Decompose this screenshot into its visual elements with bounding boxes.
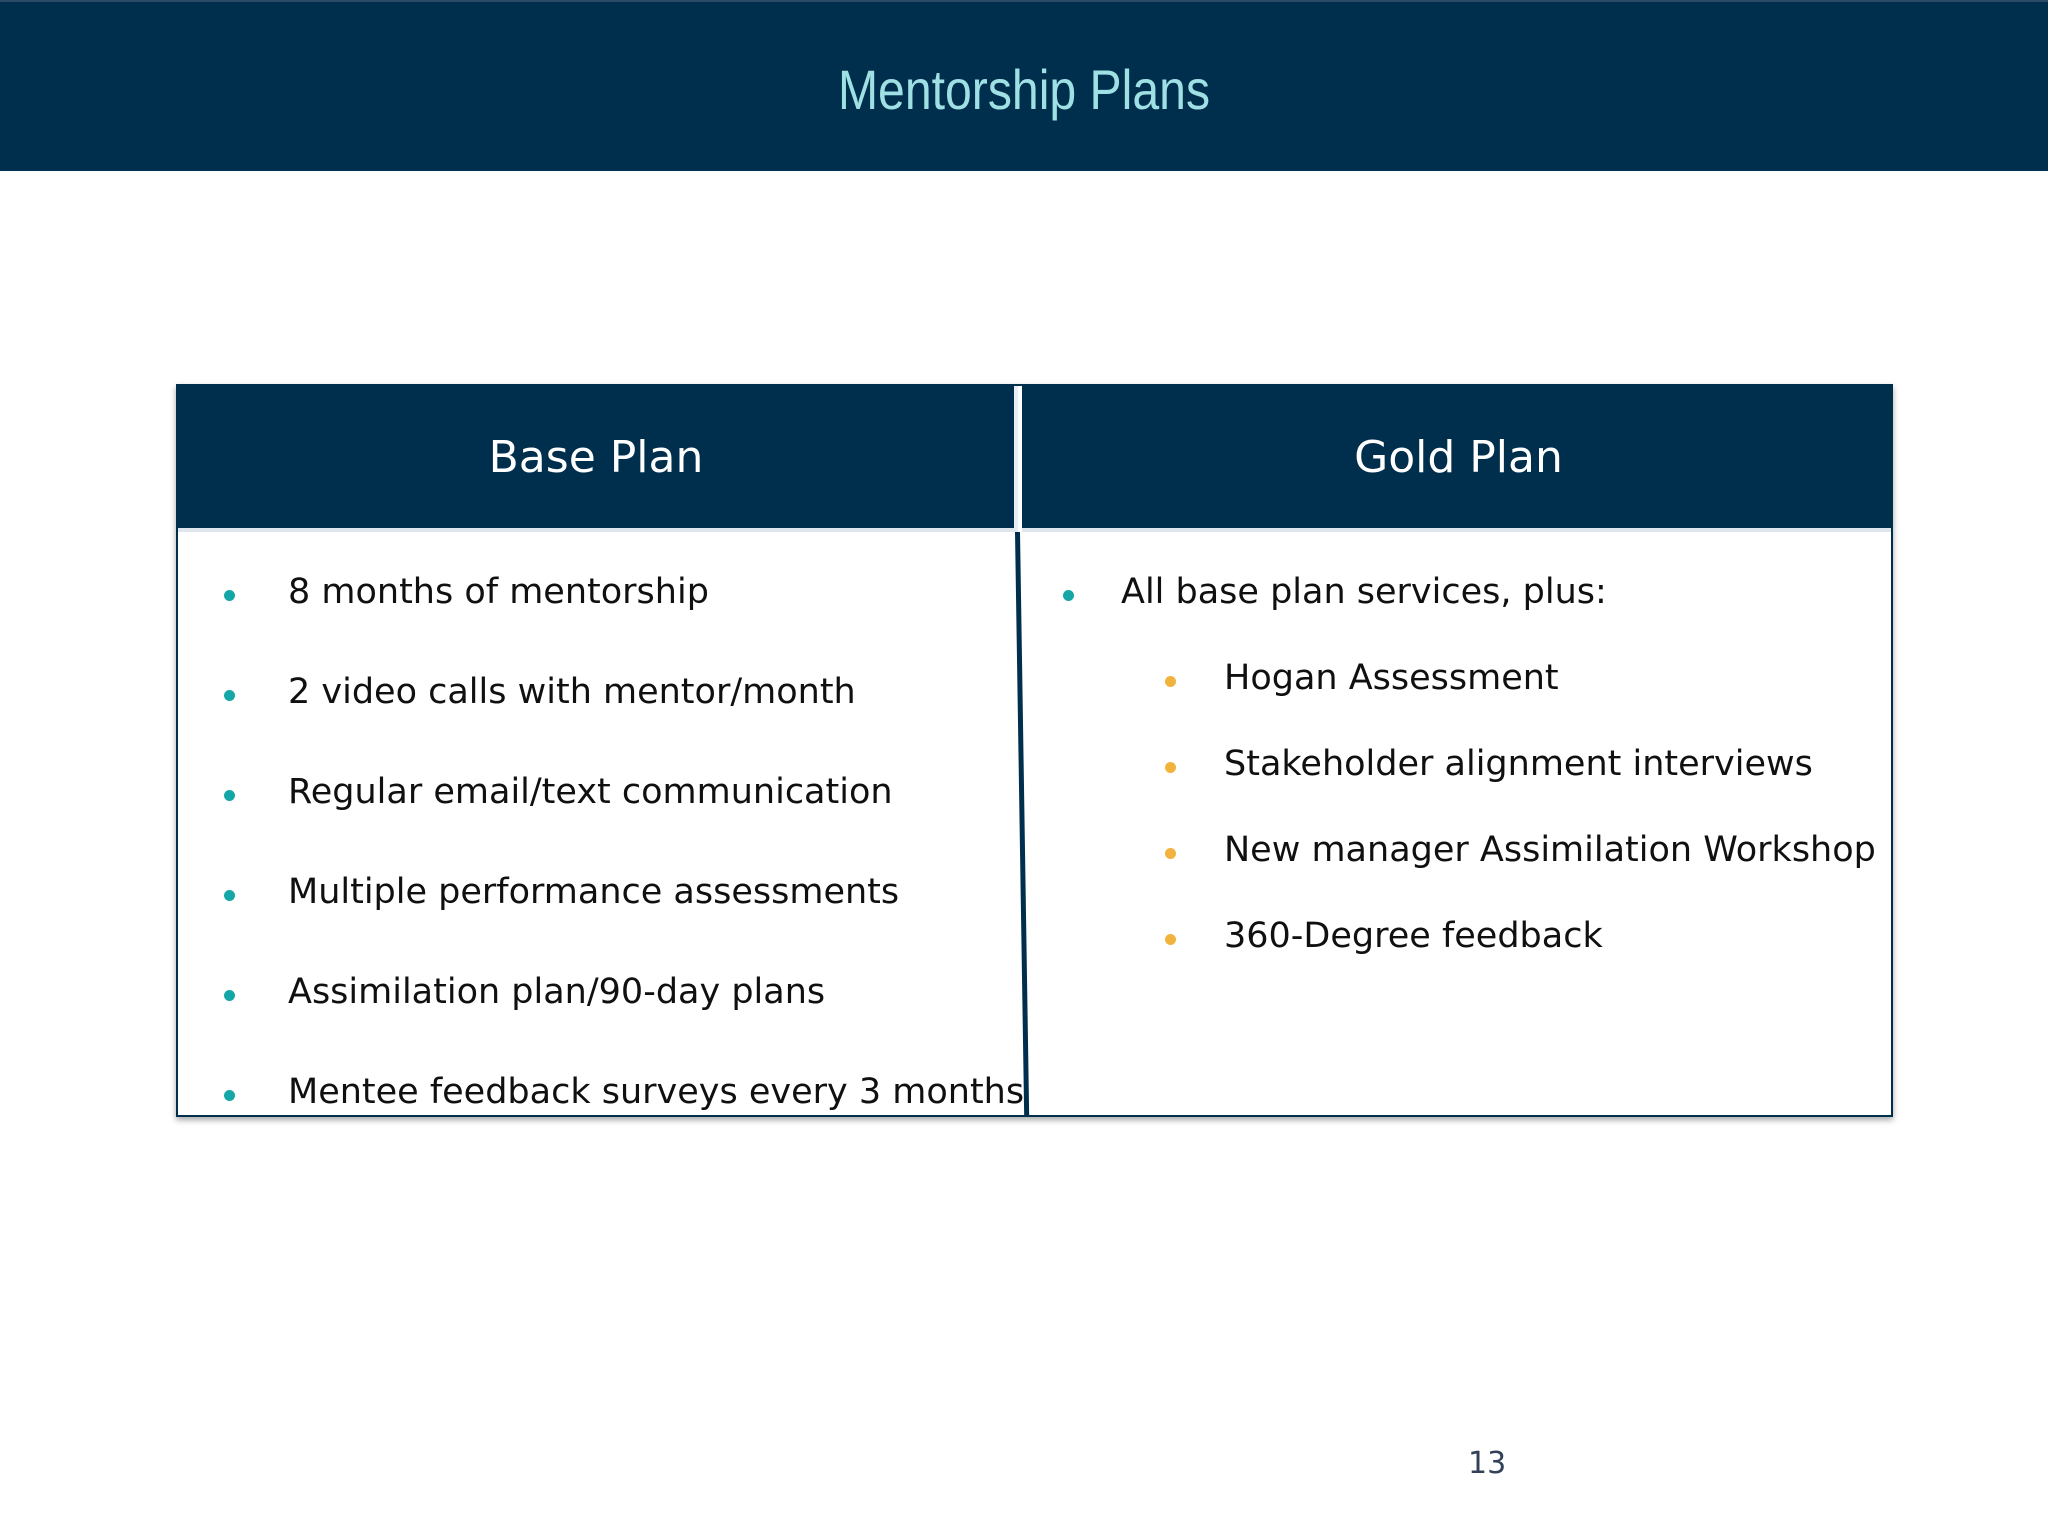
sub-bullet-icon (1165, 762, 1176, 773)
sub-bullet-icon (1165, 848, 1176, 859)
page-title: Mentorship Plans (837, 58, 1211, 121)
plans-table: Base Plan Gold Plan 8 months of mentorship 2 video calls with mentor/month Regular email/text communication Multiple performance assessments Assimilation plan/90-day plans Mentee feedback surveys every 3 months All base plan services, plus: Hogan Assessment Stakeholder alignment interviews New manager Assimilation Workshop 360-Degree feedback (176, 384, 1893, 1117)
gold-plan-header: Gold Plan (1022, 386, 1893, 532)
base-plan-header: Base Plan (178, 386, 1018, 532)
sub-bullet-icon (1165, 676, 1176, 687)
bullet-icon (224, 890, 235, 901)
sub-bullet-icon (1165, 934, 1176, 945)
title-bar (0, 0, 2048, 171)
bullet-icon (224, 790, 235, 801)
bullet-icon (224, 590, 235, 601)
bullet-icon (1063, 590, 1074, 601)
page-number: 13 (1468, 1446, 1507, 1481)
bullet-icon (224, 990, 235, 1001)
bullet-icon (224, 1090, 235, 1101)
column-divider (1015, 532, 1029, 1117)
bullet-icon (224, 690, 235, 701)
